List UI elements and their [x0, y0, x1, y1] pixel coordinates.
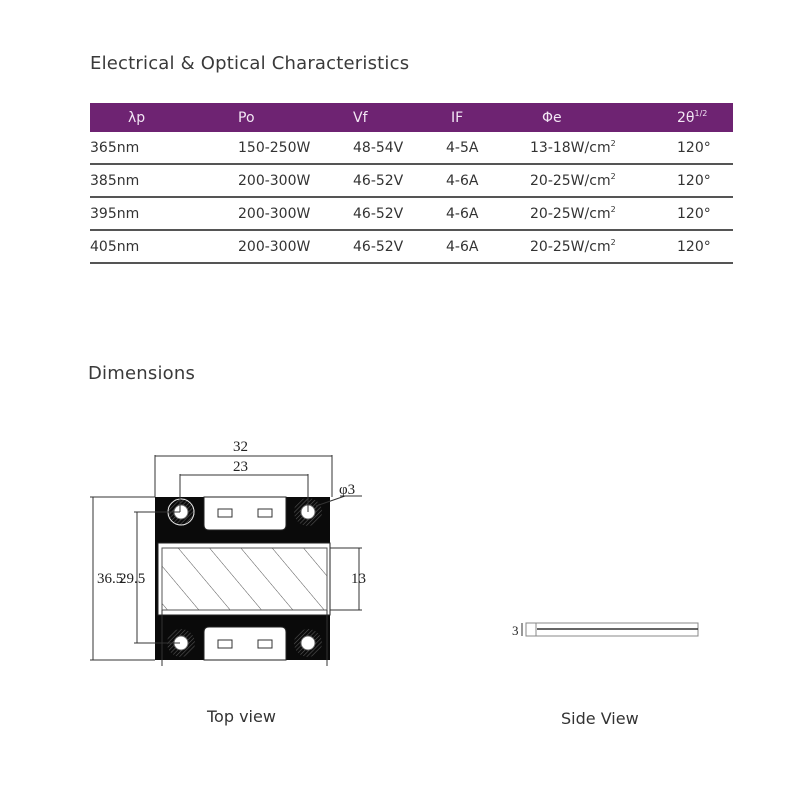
cell-wavelength: 405nm [90, 230, 238, 263]
cell-wavelength: 385nm [90, 164, 238, 197]
cell-wavelength: 395nm [90, 197, 238, 230]
cell-if: 4-5A [446, 132, 530, 164]
cell-power: 200-300W [238, 164, 353, 197]
caption-top-view: Top view [207, 707, 276, 726]
dim-hole-diameter: φ3 [339, 482, 356, 498]
dim-hole-spacing: 23 [233, 459, 248, 475]
cell-vf: 46-52V [353, 164, 446, 197]
cell-power: 200-300W [238, 197, 353, 230]
cell-angle: 120° [677, 164, 733, 197]
col-phi-e: Φe [530, 103, 677, 132]
col-power: Po [238, 103, 353, 132]
dim-hole-vertical-spacing: 29.5 [119, 571, 146, 587]
cell-phi-e: $20-25W/cm^2$ [530, 197, 677, 230]
top-view-drawing [90, 439, 366, 666]
cell-power: 150-250W [238, 132, 353, 164]
cell-wavelength: 365nm [90, 132, 238, 164]
dim-height-total: 36.5 [97, 571, 124, 587]
dim-emitter-height: 13 [351, 571, 366, 587]
caption-side-view: Side View [561, 709, 639, 728]
cell-vf: 46-52V [353, 197, 446, 230]
cell-angle: 120° [677, 132, 733, 164]
dim-width-total: 32 [233, 439, 248, 455]
mounting-hole-icon [294, 629, 322, 657]
cell-angle: 120° [677, 230, 733, 263]
section-title-electrical: Electrical & Optical Characteristics [90, 53, 410, 74]
cell-if: 4-6A [446, 230, 530, 263]
cell-power: 200-300W [238, 230, 353, 263]
cell-vf: 48-54V [353, 132, 446, 164]
section-title-dimensions: Dimensions [88, 363, 196, 384]
cell-vf: 46-52V [353, 230, 446, 263]
col-wavelength: λp [90, 103, 238, 132]
side-view-drawing [512, 623, 698, 638]
dim-thickness: 3 [512, 623, 519, 638]
cell-if: 4-6A [446, 197, 530, 230]
col-vf: Vf [353, 103, 446, 132]
cell-phi-e: $20-25W/cm^2$ [530, 230, 677, 263]
cell-if: 4-6A [446, 164, 530, 197]
col-angle: $2\theta^{1/2}$ [677, 103, 733, 132]
col-if: IF [446, 103, 530, 132]
cell-phi-e: $20-25W/cm^2$ [530, 164, 677, 197]
cell-phi-e: $13-18W/cm^2$ [530, 132, 677, 164]
cell-angle: 120° [677, 197, 733, 230]
